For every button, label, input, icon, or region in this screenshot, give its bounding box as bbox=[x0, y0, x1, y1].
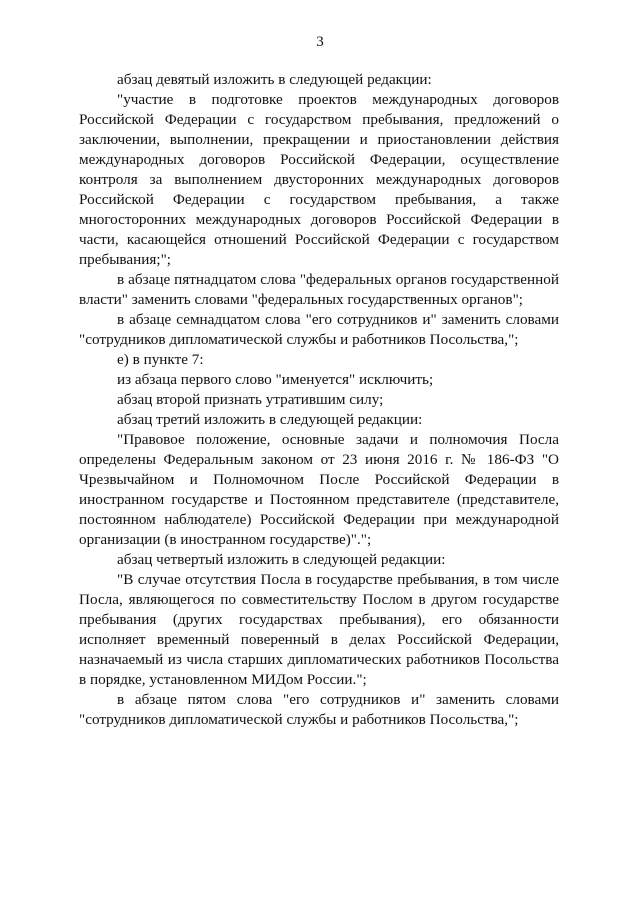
paragraph-abzac-2-void: абзац второй признать утратившим силу; bbox=[117, 391, 384, 408]
paragraph-abzac-4-intro: абзац четвертый изложить в следующей редакции: bbox=[117, 551, 446, 568]
paragraph-abzac-17: в абзаце семнадцатом слова "его сотрудников и" заменить словами "сотрудников дипломатической службы и работников Посольства,"; bbox=[79, 311, 559, 348]
paragraph-abzac-4-text: "В случае отсутствия Посла в государстве пребывания, в том числе Посла, являющегося по совместительству Послом в другом государстве пребывания (других государствах пребывания), его обязанности исполняет временный поверенный в делах Российской Федерации, назначаемый из числа старших дипломатических работников Посольства в порядке, установленном МИДом России."; bbox=[79, 571, 559, 688]
paragraph-abzac-5: в абзаце пятом слова "его сотрудников и" заменить словами "сотрудников дипломатической службы и работников Посольства,"; bbox=[79, 691, 559, 728]
paragraph-abzac-3-text: "Правовое положение, основные задачи и полномочия Посла определены Федеральным законом от 23 июня 2016 г. № 186-ФЗ "О Чрезвычайном и Полномочном После Российской Федерации в иностранном государстве и Постоянном представителе (представителе, постоянном наблюдателе) Российской Федерации при международной организации (в иностранном государстве)"."; bbox=[79, 431, 559, 548]
paragraph-abzac-9-text: "участие в подготовке проектов международных договоров Российской Федерации с государством пребывания, предложений о заключении, выполнении, прекращении и приостановлении действия международных договоров Российской Федерации, осуществление контроля за выполнением двусторонних международных договоров Российской Федерации с государством пребывания, а также многосторонних международных договоров Российской Федерации в части, касающейся отношений Российской Федерации с государством пребывания;"; bbox=[79, 91, 559, 268]
paragraph-point-7: е) в пункте 7: bbox=[117, 351, 204, 368]
document-body bbox=[79, 70, 559, 730]
paragraph-abzac-1-exclude: из абзаца первого слово "именуется" исключить; bbox=[117, 371, 434, 388]
paragraph-abzac-15: в абзаце пятнадцатом слова "федеральных органов государственной власти" заменить словами "федеральных государственных органов"; bbox=[79, 271, 559, 308]
page-number: 3 bbox=[316, 34, 324, 50]
paragraph-abzac-9-intro: абзац девятый изложить в следующей редакции: bbox=[117, 71, 432, 88]
paragraph-abzac-3-intro: абзац третий изложить в следующей редакции: bbox=[117, 411, 423, 428]
